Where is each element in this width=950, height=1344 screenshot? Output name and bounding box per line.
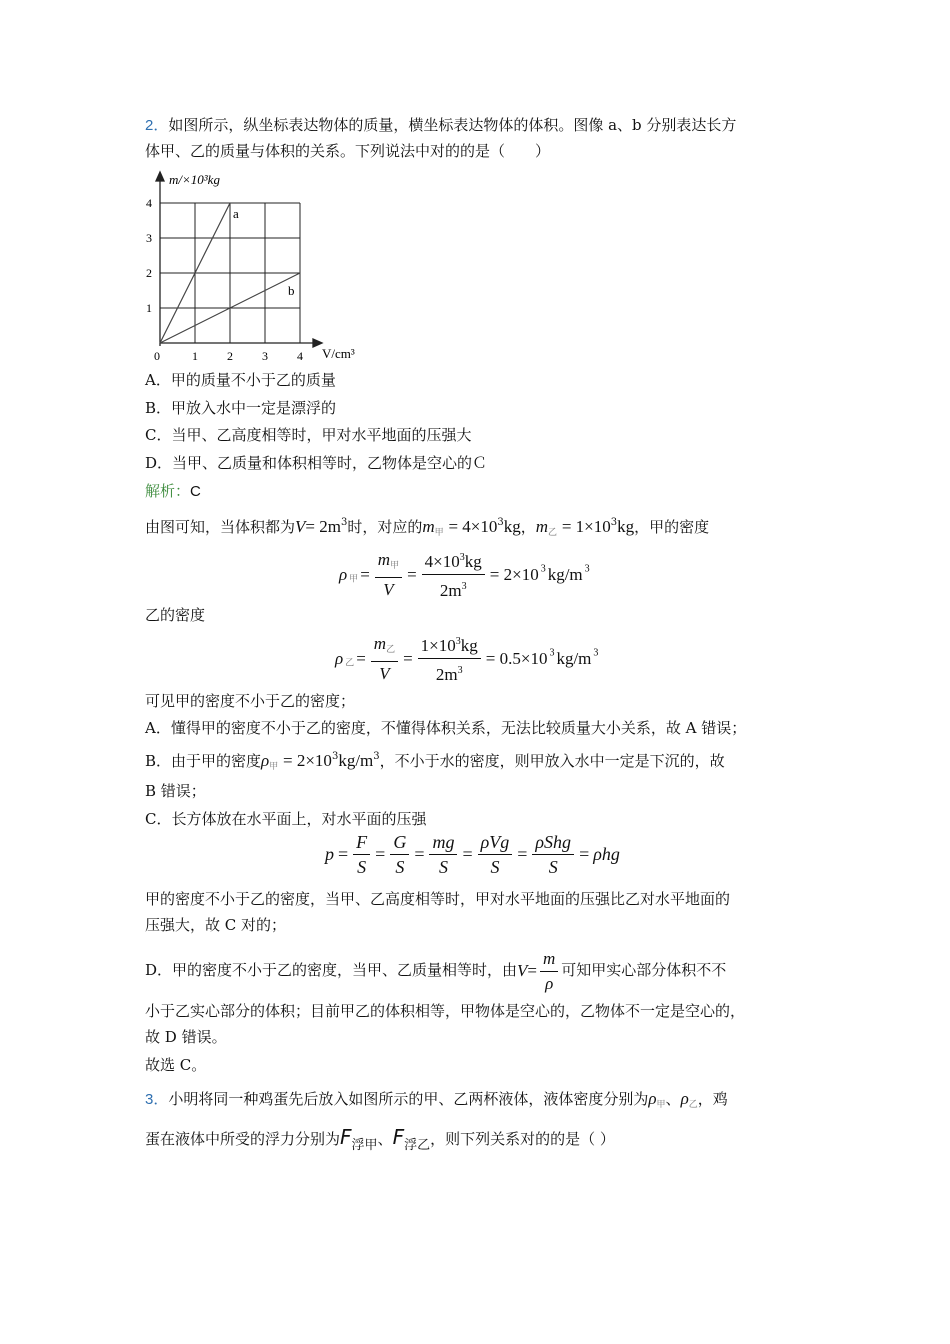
- q3-stem-line1: 3．小明将同一种鸡蛋先后放入如图所示的甲、乙两杯液体，液体密度分别为$\rho_甲$、$\rho_乙$，鸡: [145, 1089, 728, 1110]
- q2-analysis-d-line2: 小于乙实心部分的体积；目前甲乙的体积相等，甲物体是空心的，乙物体不一定是空心的，: [145, 1002, 746, 1020]
- q2-answer: C: [190, 483, 201, 500]
- q2-option-b: B．甲放入水中一定是漂浮的: [145, 399, 337, 417]
- x-tick-3: 3: [262, 349, 268, 363]
- q3-number: 3．: [145, 1091, 169, 1108]
- q2-stem-line1: 2．如图所示，纵坐标表达物体的质量，横坐标表达物体的体积。图像 a、b 分别表达长方: [145, 116, 737, 134]
- q2-stem-line2: 体甲、乙的质量与体积的关系。下列说法中对的的是（ ）: [145, 142, 551, 160]
- graph-grid: [160, 203, 300, 343]
- origin-label: 0: [154, 349, 160, 363]
- line-a-label: a: [233, 206, 239, 221]
- x-tick-1: 1: [192, 349, 198, 363]
- q2-analysis-c-line3: 压强大，故 C 对的；: [145, 916, 287, 934]
- q2-conclusion-density: 可见甲的密度不小于乙的密度；: [145, 692, 356, 710]
- y-axis-label: m/×10³kg: [169, 172, 220, 187]
- q2-eq-density-yi: ρ $_乙$ = $\frac{m_乙}{V}$ = $\frac{1\times 10^3kg}{2m^3}$ = 0.5×10 $^3$ kg/m $^3$: [335, 633, 599, 684]
- q2-analysis-header: 解析：C: [145, 482, 201, 500]
- q2-analysis-line1: 由图可知，当体积都为$V= 2m^3$时，对应的$m_甲 = 4\times 10^3kg$，$m_乙 = 1\times 10^3kg$，甲的密度: [145, 517, 710, 538]
- graph-axes: [156, 172, 322, 347]
- q2-analysis-c-line2: 甲的密度不小于乙的密度，当甲、乙高度相等时，甲对水平地面的压强比乙对水平地面的: [145, 890, 731, 908]
- q2-option-c: C．当甲、乙高度相等时，甲对水平地面的压强大: [145, 426, 472, 444]
- q2-option-a: A．甲的质量不小于乙的质量: [145, 371, 336, 389]
- x-tick-4: 4: [297, 349, 303, 363]
- y-tick-3: 3: [146, 231, 152, 245]
- q2-analysis-d: D．甲的密度不小于乙的密度，当甲、乙质量相等时，由V= $\frac{m}{\rho}$ 可知甲实心部分体积不不: [145, 948, 727, 993]
- q2-eq-density-jia: ρ $_甲$ = $\frac{m_甲}{V}$ = $\frac{4\times 10^3kg}{2m^3}$ = 2×10 $^3$ kg/m $^3$: [339, 549, 590, 600]
- x-axis-label: V/cm³: [322, 346, 355, 361]
- q2-eq-pressure: p = $\frac{F}{S}$ = $\frac{G}{S}$ = $\frac{mg}{S}$ = $\frac{\text{ρVg}}{S}$ = $\frac{\text{ρShg}}{S}$ = ρhg: [325, 832, 620, 877]
- q3-stem-line2: 蛋在液体中所受的浮力分别为F浮甲、F浮乙，则下列关系对的的是（ ）: [145, 1125, 615, 1153]
- q2-analysis-c: C．长方体放在水平面上，对水平面的压强: [145, 810, 427, 828]
- q2-number: 2．: [145, 117, 169, 134]
- mass-volume-graph: [140, 166, 380, 370]
- y-tick-2: 2: [146, 266, 152, 280]
- q2-analysis-a: A．懂得甲的密度不小于乙的密度，不懂得体积关系，无法比较质量大小关系，故 A 错误；: [145, 719, 747, 737]
- q2-option-d: D．当甲、乙质量和体积相等时，乙物体是空心的Ｃ: [145, 454, 488, 472]
- y-tick-4: 4: [146, 196, 152, 210]
- line-b-label: b: [288, 283, 295, 298]
- q2-analysis-d-line3: 故 D 错误。: [145, 1028, 227, 1046]
- x-tick-2: 2: [227, 349, 233, 363]
- q2-yi-density-label: 乙的密度: [145, 606, 206, 624]
- q2-final-answer: 故选 C。: [145, 1056, 207, 1074]
- q2-analysis-b-cont: B 错误；: [145, 782, 206, 800]
- q2-analysis-b: B．由于甲的密度$\rho_甲 = 2\times 10^3kg/m^3$，不小于水的密度，则甲放入水中一定是下沉的，故: [145, 751, 725, 772]
- y-tick-1: 1: [146, 301, 152, 315]
